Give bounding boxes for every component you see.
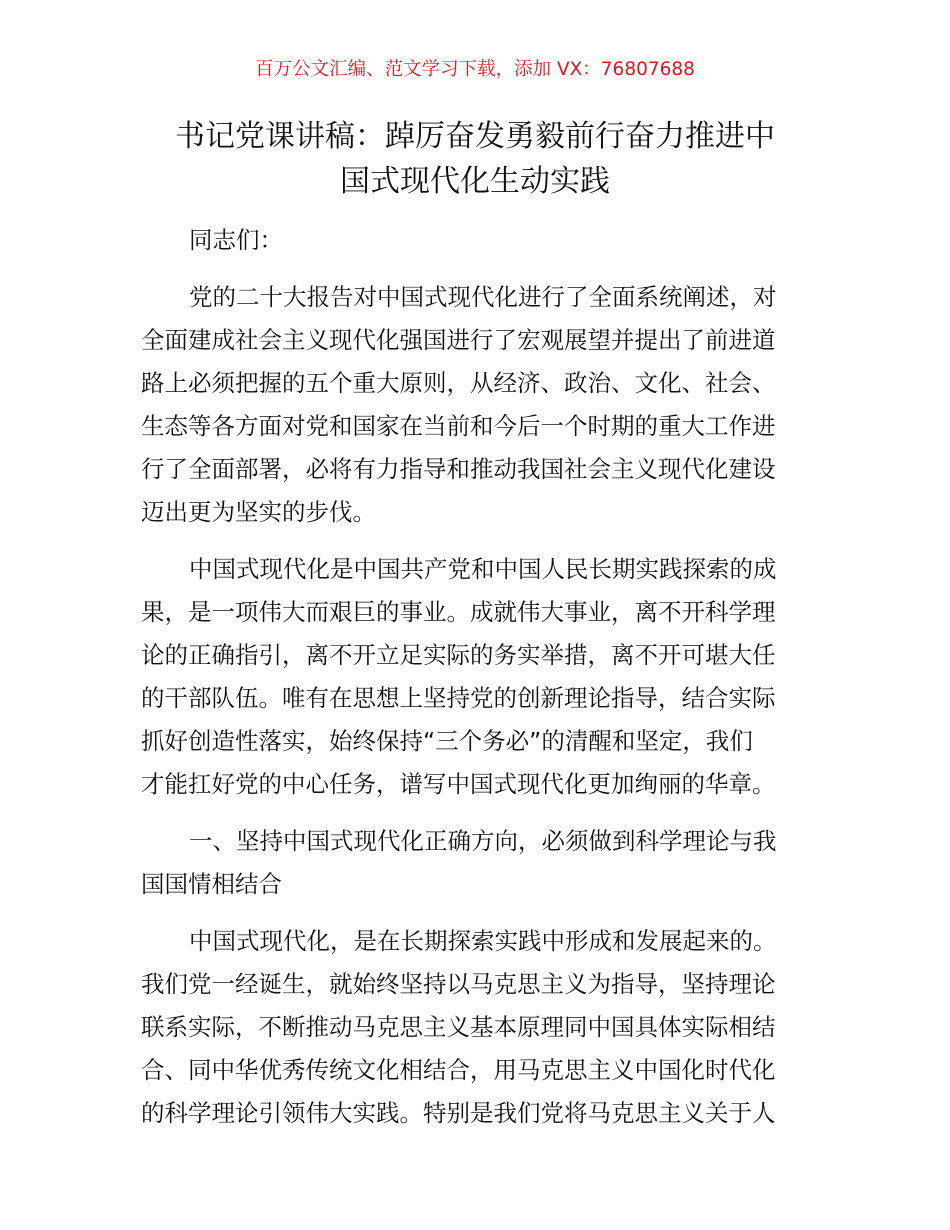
document-title xyxy=(140,114,810,204)
paragraph-line: 中国式现代化，是在长期探索实践中形成和发展起来的。 xyxy=(189,927,777,955)
paragraph-2 xyxy=(141,548,813,806)
paragraph-line: 中国式现代化是中国共产党和中国人民长期实践探索的成 xyxy=(189,555,777,583)
paragraph-line: 迈出更为坚实的步伐。 xyxy=(141,498,376,526)
paragraph-1 xyxy=(141,276,813,534)
paragraph-gap xyxy=(141,262,813,276)
paragraph-line: 才能扛好党的中心任务，谱写中国式现代化更加绚丽的华章。 xyxy=(141,770,776,798)
heading-line: 国国情相结合 xyxy=(141,870,282,898)
title-line-2: 国式现代化生动实践 xyxy=(340,164,610,199)
paragraph-line: 党的二十大报告对中国式现代化进行了全面系统阐述，对 xyxy=(189,283,777,311)
paragraph-line: 的干部队伍。唯有在思想上坚持党的创新理论指导，结合实际 xyxy=(141,684,776,712)
paragraph-line: 生态等各方面对党和国家在当前和今后一个时期的重大工作进 xyxy=(141,412,776,440)
paragraph-line: 合、同中华优秀传统文化相结合，用马克思主义中国化时代化 xyxy=(141,1056,776,1084)
paragraph-3 xyxy=(141,920,813,1135)
document-body xyxy=(141,219,813,1135)
paragraph-line: 抓好创造性落实，始终保持“三个务必”的清醒和坚定，我们 xyxy=(141,727,753,755)
paragraph-line: 行了全面部署，必将有力指导和推动我国社会主义现代化建设 xyxy=(141,455,776,483)
paragraph-gap xyxy=(141,806,813,820)
paragraph-gap xyxy=(141,906,813,920)
paragraph-line: 我们党一经诞生，就始终坚持以马克思主义为指导，坚持理论 xyxy=(141,970,776,998)
paragraph-line: 果，是一项伟大而艰巨的事业。成就伟大事业，离不开科学理 xyxy=(141,598,776,626)
heading-line: 一、坚持中国式现代化正确方向，必须做到科学理论与我 xyxy=(189,827,777,855)
title-line-1: 书记党课讲稿：踔厉奋发勇毅前行奋力推进中 xyxy=(175,119,775,154)
paragraph-line: 论的正确指引，离不开立足实际的务实举措，离不开可堪大任 xyxy=(141,641,776,669)
paragraph-line: 全面建成社会主义现代化强国进行了宏观展望并提出了前进道 xyxy=(141,326,776,354)
paragraph-line: 路上必须把握的五个重大原则，从经济、政治、文化、社会、 xyxy=(141,369,776,397)
section-heading-1 xyxy=(141,820,813,906)
watermark-banner: 百万公文汇编、范文学习下载，添加 VX：76807688 xyxy=(255,59,695,80)
paragraph-gap xyxy=(141,534,813,548)
salutation: 同志们： xyxy=(189,226,283,254)
paragraph-line: 联系实际，不断推动马克思主义基本原理同中国具体实际相结 xyxy=(141,1013,776,1041)
paragraph-line: 的科学理论引领伟大实践。特别是我们党将马克思主义关于人 xyxy=(141,1099,776,1127)
